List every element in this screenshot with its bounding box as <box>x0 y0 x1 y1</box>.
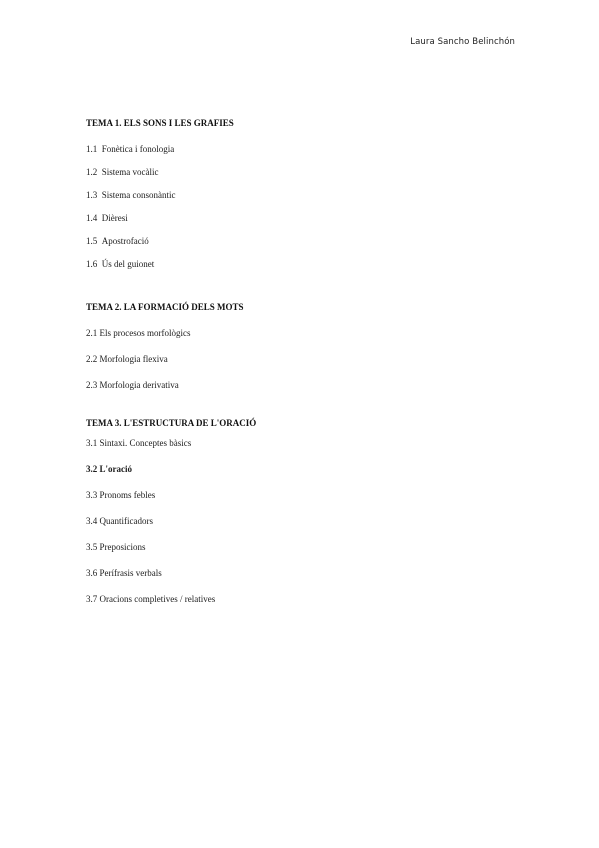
item-number: 1.1 <box>86 144 98 154</box>
item-number: 2.3 <box>86 380 98 390</box>
list-item <box>86 213 526 224</box>
item-number: 3.1 <box>86 438 98 448</box>
list-item <box>86 490 526 501</box>
item-label: Morfologia flexiva <box>99 354 168 364</box>
topic-title: TEMA 2. LA FORMACIÓ DELS MOTS <box>86 302 244 312</box>
item-number: 3.6 <box>86 568 98 578</box>
item-number: 1.4 <box>86 213 98 223</box>
item-label: Els procesos morfològics <box>99 328 191 338</box>
list-item <box>86 568 526 579</box>
list-item <box>86 542 526 553</box>
item-number: 3.2 <box>86 464 98 474</box>
item-label: L'oració <box>99 464 132 474</box>
item-number: 1.5 <box>86 236 98 246</box>
topic-section-2 <box>86 302 526 391</box>
item-label: Quantificadors <box>99 516 153 526</box>
item-label: Oracions completives / relatives <box>99 594 216 604</box>
author-name: Laura Sancho Belinchón <box>410 37 515 47</box>
item-number: 1.2 <box>86 167 98 177</box>
item-label: Perífrasis verbals <box>99 568 162 578</box>
topic-item-list <box>86 328 526 391</box>
item-number: 3.5 <box>86 542 98 552</box>
list-item <box>86 354 526 365</box>
item-label: Fonètica i fonologia <box>101 144 175 154</box>
item-label: Sistema consonàntic <box>101 190 176 200</box>
item-label: Sistema vocàlic <box>101 167 159 177</box>
item-number: 2.1 <box>86 328 98 338</box>
item-number: 1.6 <box>86 259 98 269</box>
list-item <box>86 190 526 201</box>
item-label: Sintaxi. Conceptes bàsics <box>99 438 192 448</box>
item-label: Dièresi <box>101 213 128 223</box>
item-number: 2.2 <box>86 354 98 364</box>
topic-item-list <box>86 144 526 270</box>
topic-item-list <box>86 438 526 605</box>
list-item <box>86 328 526 339</box>
list-item <box>86 464 526 475</box>
topic-section-3 <box>86 418 526 605</box>
item-label: Ús del guionet <box>101 259 155 269</box>
list-item <box>86 438 526 449</box>
list-item <box>86 144 526 155</box>
item-number: 3.4 <box>86 516 98 526</box>
item-number: 3.7 <box>86 594 98 604</box>
list-item <box>86 259 526 270</box>
item-label: Preposicions <box>99 542 146 552</box>
topic-section-1 <box>86 118 526 270</box>
list-item <box>86 167 526 178</box>
item-number: 3.3 <box>86 490 98 500</box>
item-number: 1.3 <box>86 190 98 200</box>
topic-title: TEMA 3. L'ESTRUCTURA DE L'ORACIÓ <box>86 418 257 428</box>
item-label: Morfologia derivativa <box>99 380 179 390</box>
item-label: Apostrofació <box>101 236 149 246</box>
list-item <box>86 380 526 391</box>
topic-title: TEMA 1. ELS SONS I LES GRAFIES <box>86 118 234 128</box>
item-label: Pronoms febles <box>99 490 156 500</box>
list-item <box>86 516 526 527</box>
list-item <box>86 594 526 605</box>
list-item <box>86 236 526 247</box>
